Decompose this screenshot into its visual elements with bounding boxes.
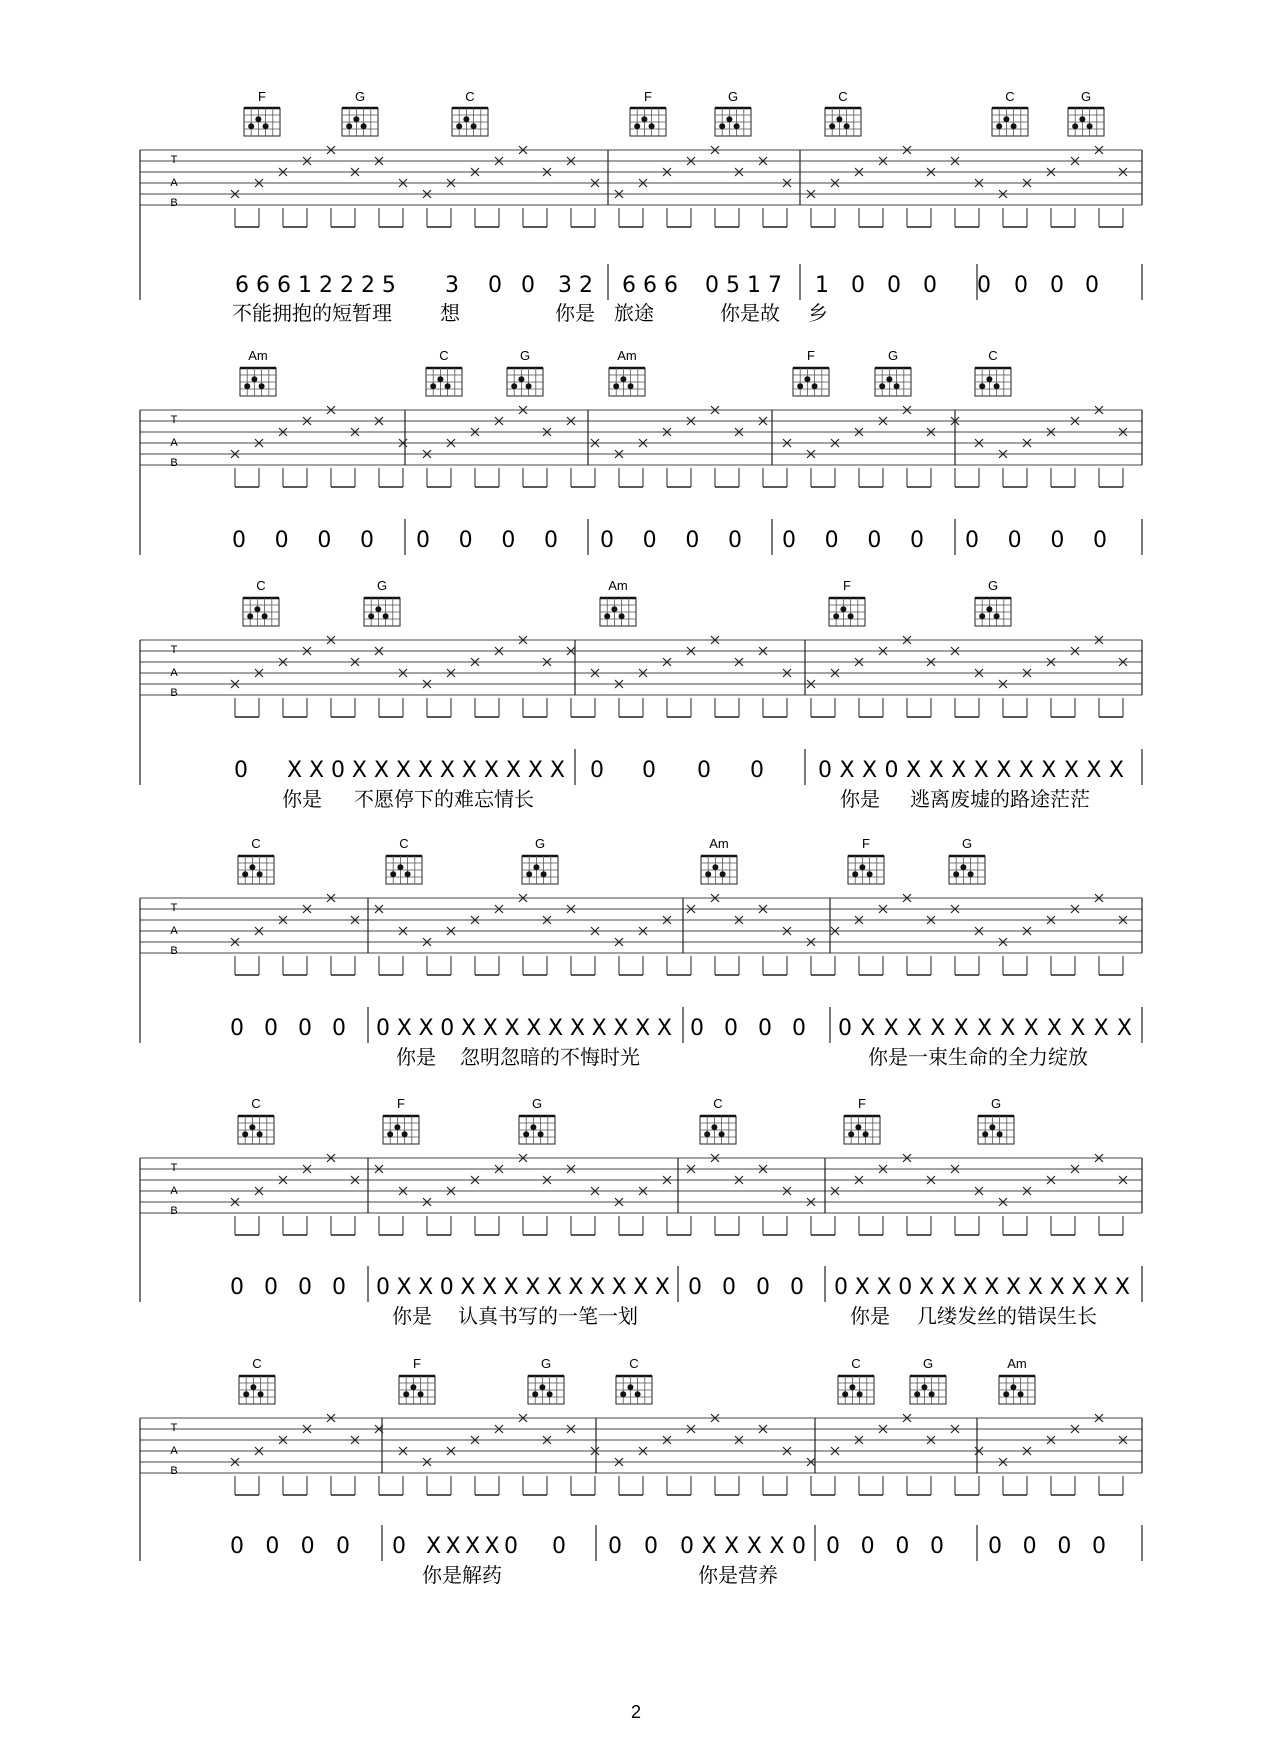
chord-dot bbox=[445, 383, 451, 389]
chord-dot bbox=[833, 613, 839, 619]
chord-dot bbox=[929, 1391, 935, 1397]
chord-dot bbox=[258, 1391, 264, 1397]
chord-dot bbox=[530, 1124, 536, 1130]
tab-letter: T bbox=[170, 644, 178, 656]
lyrics-system-1 bbox=[232, 301, 828, 325]
jianpu-note: 0 bbox=[488, 273, 502, 298]
jianpu-group: 0 0 0 0 bbox=[230, 1275, 346, 1300]
lyric: 不愿停下的难忘情长 bbox=[354, 787, 534, 811]
chord-dot bbox=[613, 383, 619, 389]
jianpu-group: X X 0 X X X X X X X X X X bbox=[287, 758, 565, 783]
chord-dot bbox=[1087, 123, 1093, 129]
chord-dot bbox=[463, 116, 469, 122]
jianpu-group: 0 X X 0 X X X X X X X X X X bbox=[834, 1275, 1130, 1300]
jianpu-note: 0 bbox=[1050, 273, 1064, 298]
chord-label: G bbox=[961, 836, 973, 851]
jianpu-note: 0 bbox=[234, 758, 248, 783]
chord-dot bbox=[719, 123, 725, 129]
chord-dot bbox=[620, 1391, 626, 1397]
chord-dot bbox=[368, 613, 374, 619]
chord-dot bbox=[244, 383, 250, 389]
lyrics-system-4 bbox=[396, 1045, 1088, 1069]
chord-dot bbox=[997, 1131, 1003, 1137]
chord-label: G bbox=[540, 1356, 552, 1371]
chord-dot bbox=[247, 613, 253, 619]
chord-dot bbox=[262, 613, 268, 619]
chord-label: G bbox=[990, 1096, 1002, 1111]
chord-label: C bbox=[251, 836, 261, 851]
tab-letter: T bbox=[170, 414, 178, 426]
chord-dot bbox=[797, 383, 803, 389]
chord-dot bbox=[397, 864, 403, 870]
chord-dot bbox=[394, 1124, 400, 1130]
chord-dot bbox=[859, 864, 865, 870]
chord-label: G bbox=[1080, 89, 1092, 104]
lyric: 几缕发丝的错误生长 bbox=[917, 1304, 1097, 1328]
chord-dot bbox=[361, 123, 367, 129]
jianpu-system-4 bbox=[230, 1016, 1132, 1041]
chord-dot bbox=[375, 606, 381, 612]
jianpu-group: 3 2 bbox=[558, 273, 593, 298]
chord-label: G bbox=[987, 578, 999, 593]
lyric: 你是营养 bbox=[698, 1563, 778, 1587]
chord-dot bbox=[387, 1131, 393, 1137]
chord-label: C bbox=[256, 578, 266, 593]
lyrics-system-5 bbox=[392, 1304, 1097, 1328]
chord-label: G bbox=[727, 89, 739, 104]
chord-dot bbox=[523, 1131, 529, 1137]
chord-dot bbox=[390, 871, 396, 877]
jianpu-group: 0 0 0 0 bbox=[782, 528, 924, 553]
chord-dot bbox=[518, 376, 524, 382]
chord-dot bbox=[242, 871, 248, 877]
jianpu-group: X X X X 0 bbox=[426, 1534, 518, 1559]
chord-dot bbox=[1018, 1391, 1024, 1397]
chord-dot bbox=[711, 1124, 717, 1130]
jianpu-group: 6 6 6 1 2 2 2 5 bbox=[235, 273, 396, 298]
jianpu-group: 0 X X 0 X X X X X X X X X X bbox=[376, 1016, 672, 1041]
chord-dot bbox=[863, 1131, 869, 1137]
chord-dot bbox=[471, 123, 477, 129]
page-number: 2 bbox=[630, 1702, 642, 1722]
tab-letter: B bbox=[170, 687, 178, 699]
chord-dot bbox=[979, 613, 985, 619]
chord-label: F bbox=[397, 1096, 405, 1111]
tab-letter: T bbox=[170, 1422, 178, 1434]
chord-dot bbox=[259, 383, 265, 389]
jianpu-system-1 bbox=[235, 273, 1099, 298]
chord-dot bbox=[982, 1131, 988, 1137]
jianpu-note: 0 bbox=[1085, 273, 1099, 298]
chord-dot bbox=[263, 123, 269, 129]
tab-letter: A bbox=[170, 667, 178, 679]
chord-dot bbox=[257, 1131, 263, 1137]
chord-dot bbox=[704, 1131, 710, 1137]
chord-label: Am bbox=[709, 836, 729, 851]
chord-dot bbox=[1003, 1391, 1009, 1397]
chord-dot bbox=[541, 871, 547, 877]
chord-dot bbox=[249, 864, 255, 870]
chord-dot bbox=[705, 871, 711, 877]
chord-dot bbox=[533, 864, 539, 870]
chord-dot bbox=[649, 123, 655, 129]
chord-dot bbox=[604, 613, 610, 619]
chord-dot bbox=[611, 606, 617, 612]
jianpu-group: 0 0 0 0 bbox=[690, 1016, 806, 1041]
chord-dot bbox=[620, 376, 626, 382]
chord-dot bbox=[526, 871, 532, 877]
chord-label: C bbox=[851, 1356, 861, 1371]
chord-dot bbox=[1010, 1384, 1016, 1390]
chord-dot bbox=[734, 123, 740, 129]
chord-dot bbox=[403, 1391, 409, 1397]
lyric: 不能拥抱的短暂理 bbox=[232, 301, 392, 325]
chord-dot bbox=[353, 116, 359, 122]
chord-dot bbox=[539, 1384, 545, 1390]
chord-dot bbox=[829, 123, 835, 129]
tab-letter: A bbox=[170, 1185, 178, 1197]
chord-dot bbox=[852, 871, 858, 877]
lyric: 想 bbox=[440, 301, 460, 325]
chord-label: G bbox=[531, 1096, 543, 1111]
jianpu-note: 0 bbox=[697, 758, 711, 783]
jianpu-group: 0 X X 0 X X X X X X X X X X bbox=[376, 1275, 670, 1300]
chord-dot bbox=[526, 383, 532, 389]
tab-letter: T bbox=[170, 1162, 178, 1174]
chord-dot bbox=[840, 606, 846, 612]
chord-dot bbox=[511, 383, 517, 389]
chord-dot bbox=[456, 123, 462, 129]
chord-label: C bbox=[838, 89, 848, 104]
chord-dot bbox=[250, 1384, 256, 1390]
jianpu-note: 0 bbox=[392, 1534, 406, 1559]
chord-dot bbox=[635, 1391, 641, 1397]
chord-dot bbox=[242, 1131, 248, 1137]
chord-dot bbox=[986, 376, 992, 382]
chord-dot bbox=[986, 606, 992, 612]
jianpu-group: 0 0 0 0 bbox=[416, 528, 558, 553]
chord-dot bbox=[532, 1391, 538, 1397]
chord-label: G bbox=[922, 1356, 934, 1371]
chord-label: F bbox=[644, 89, 652, 104]
chord-dot bbox=[994, 613, 1000, 619]
chord-dot bbox=[968, 871, 974, 877]
chord-dot bbox=[848, 613, 854, 619]
jianpu-group: 0 X X X X X X X X X X X X bbox=[838, 1016, 1132, 1041]
lyric: 认真书写的一笔一划 bbox=[458, 1304, 638, 1328]
tab-letter: B bbox=[170, 1205, 178, 1217]
chord-dot bbox=[1011, 123, 1017, 129]
jianpu-note: 0 bbox=[851, 273, 865, 298]
chord-dot bbox=[628, 383, 634, 389]
chord-dot bbox=[383, 613, 389, 619]
tab-clef-labels bbox=[170, 154, 178, 1477]
chord-dot bbox=[547, 1391, 553, 1397]
chord-dot bbox=[257, 871, 263, 877]
chord-dot bbox=[867, 871, 873, 877]
chord-dot bbox=[857, 1391, 863, 1397]
jianpu-note: 0 bbox=[923, 273, 937, 298]
chord-dot bbox=[1079, 116, 1085, 122]
lyric: 你是 bbox=[850, 1304, 890, 1328]
tab-letter: B bbox=[170, 945, 178, 957]
jianpu-note: 0 bbox=[590, 758, 604, 783]
chord-label: Am bbox=[1007, 1356, 1027, 1371]
lyric: 你是故 bbox=[720, 301, 780, 325]
lyrics-system-6 bbox=[422, 1563, 778, 1587]
tab-letter: A bbox=[170, 1445, 178, 1457]
staff-layer bbox=[140, 108, 1142, 1561]
lyric: 乡 bbox=[808, 301, 828, 325]
lyric: 逃离废墟的路途茫茫 bbox=[910, 787, 1090, 811]
chord-dot bbox=[538, 1131, 544, 1137]
jianpu-system-2 bbox=[232, 528, 1107, 553]
chord-label: Am bbox=[248, 348, 268, 363]
chord-label: G bbox=[887, 348, 899, 363]
chord-label: F bbox=[413, 1356, 421, 1371]
tab-letter: T bbox=[170, 154, 178, 166]
chord-label: Am bbox=[608, 578, 628, 593]
chord-dot bbox=[886, 376, 892, 382]
jianpu-note: 0 bbox=[608, 1534, 622, 1559]
jianpu-note: 0 bbox=[644, 1534, 658, 1559]
chord-dot bbox=[249, 1124, 255, 1130]
chord-dot bbox=[243, 1391, 249, 1397]
chord-dot bbox=[996, 123, 1002, 129]
lyric: 你是 bbox=[392, 1304, 432, 1328]
chord-label: G bbox=[376, 578, 388, 593]
chord-dot bbox=[251, 376, 257, 382]
chord-label: C bbox=[439, 348, 449, 363]
chord-label: G bbox=[534, 836, 546, 851]
chord-dot bbox=[960, 864, 966, 870]
chord-dot bbox=[248, 123, 254, 129]
chord-dot bbox=[1003, 116, 1009, 122]
lyrics-system-3 bbox=[282, 787, 1090, 811]
tab-letter: A bbox=[170, 177, 178, 189]
chord-dot bbox=[848, 1131, 854, 1137]
jianpu-note: 0 bbox=[552, 1534, 566, 1559]
chord-dot bbox=[844, 123, 850, 129]
lyric: 你是一束生命的全力绽放 bbox=[868, 1045, 1088, 1069]
chord-label: F bbox=[858, 1096, 866, 1111]
jianpu-group: 0 5 1 7 bbox=[705, 273, 782, 298]
jianpu-group: 6 6 6 bbox=[622, 273, 678, 298]
jianpu-group: 0 0 0 0 bbox=[600, 528, 742, 553]
chord-label: C bbox=[713, 1096, 723, 1111]
jianpu-group: 0 0 0 0 bbox=[232, 528, 374, 553]
chord-dot bbox=[405, 871, 411, 877]
chord-dot bbox=[1072, 123, 1078, 129]
chord-dot bbox=[254, 606, 260, 612]
chord-dot bbox=[346, 123, 352, 129]
chord-dot bbox=[812, 383, 818, 389]
chord-dot bbox=[914, 1391, 920, 1397]
tab-letter: A bbox=[170, 925, 178, 937]
chord-dot bbox=[994, 383, 1000, 389]
jianpu-note: 0 bbox=[642, 758, 656, 783]
chord-dot bbox=[619, 613, 625, 619]
jianpu-note: 0 bbox=[977, 273, 991, 298]
jianpu-note: 3 bbox=[445, 273, 459, 298]
chord-label: C bbox=[988, 348, 998, 363]
chord-dot bbox=[430, 383, 436, 389]
chord-label: C bbox=[252, 1356, 262, 1371]
chord-label: F bbox=[862, 836, 870, 851]
chord-dot bbox=[894, 383, 900, 389]
jianpu-system-6 bbox=[230, 1534, 1106, 1559]
chord-dot bbox=[402, 1131, 408, 1137]
chord-dot bbox=[921, 1384, 927, 1390]
chord-label: C bbox=[251, 1096, 261, 1111]
chord-label: C bbox=[629, 1356, 639, 1371]
jianpu-note: 1 bbox=[815, 273, 829, 298]
jianpu-note: 0 bbox=[750, 758, 764, 783]
chord-dot bbox=[842, 1391, 848, 1397]
lyric: 你是 bbox=[840, 787, 880, 811]
tab-letter: B bbox=[170, 197, 178, 209]
chord-dot bbox=[849, 1384, 855, 1390]
jianpu-system-3 bbox=[234, 758, 1124, 783]
jianpu-group: 0 0 0 0 bbox=[230, 1534, 350, 1559]
chord-label: C bbox=[1005, 89, 1015, 104]
lyric: 你是 bbox=[282, 787, 322, 811]
jianpu-group: 0 0 0 0 bbox=[988, 1534, 1106, 1559]
chord-dot bbox=[437, 376, 443, 382]
jianpu-group: 0 X X X X 0 bbox=[680, 1534, 806, 1559]
lyric: 旅途 bbox=[614, 301, 654, 325]
tab-letter: T bbox=[170, 902, 178, 914]
chord-dot bbox=[719, 1131, 725, 1137]
jianpu-note: 0 bbox=[1014, 273, 1028, 298]
jianpu-group: 0 0 0 0 bbox=[688, 1275, 804, 1300]
jianpu-group: 0 0 0 0 bbox=[965, 528, 1107, 553]
chord-dot bbox=[836, 116, 842, 122]
tab-letter: B bbox=[170, 457, 178, 469]
chord-dot bbox=[804, 376, 810, 382]
chord-dot bbox=[979, 383, 985, 389]
chord-dot bbox=[720, 871, 726, 877]
chord-dot bbox=[627, 1384, 633, 1390]
jianpu-note: 0 bbox=[521, 273, 535, 298]
chord-label: F bbox=[258, 89, 266, 104]
chord-dot bbox=[712, 864, 718, 870]
lyric: 你是 bbox=[396, 1045, 436, 1069]
chord-dot bbox=[634, 123, 640, 129]
tab-letter: A bbox=[170, 437, 178, 449]
jianpu-group: 0 0 0 0 bbox=[230, 1016, 346, 1041]
chord-dot bbox=[855, 1124, 861, 1130]
tab-letter: B bbox=[170, 1465, 178, 1477]
chord-label: F bbox=[843, 578, 851, 593]
lyric: 你是解药 bbox=[422, 1563, 502, 1587]
chord-dot bbox=[989, 1124, 995, 1130]
chord-dot bbox=[726, 116, 732, 122]
chord-dot bbox=[418, 1391, 424, 1397]
chord-dot bbox=[953, 871, 959, 877]
chord-dot bbox=[879, 383, 885, 389]
chord-label: G bbox=[354, 89, 366, 104]
jianpu-group: 0 X X 0 X X X X X X X X X X bbox=[818, 758, 1124, 783]
jianpu-note: 0 bbox=[887, 273, 901, 298]
chord-label: G bbox=[519, 348, 531, 363]
chord-label: C bbox=[399, 836, 409, 851]
chord-label: C bbox=[465, 89, 475, 104]
chord-dot bbox=[410, 1384, 416, 1390]
chord-dot bbox=[641, 116, 647, 122]
chord-label: F bbox=[807, 348, 815, 363]
chord-label: Am bbox=[617, 348, 637, 363]
jianpu-system-5 bbox=[230, 1275, 1130, 1300]
jianpu-group: 0 0 0 0 bbox=[826, 1534, 944, 1559]
lyric: 忽明忽暗的不悔时光 bbox=[460, 1045, 640, 1069]
chord-dot bbox=[255, 116, 261, 122]
lyric: 你是 bbox=[555, 301, 595, 325]
